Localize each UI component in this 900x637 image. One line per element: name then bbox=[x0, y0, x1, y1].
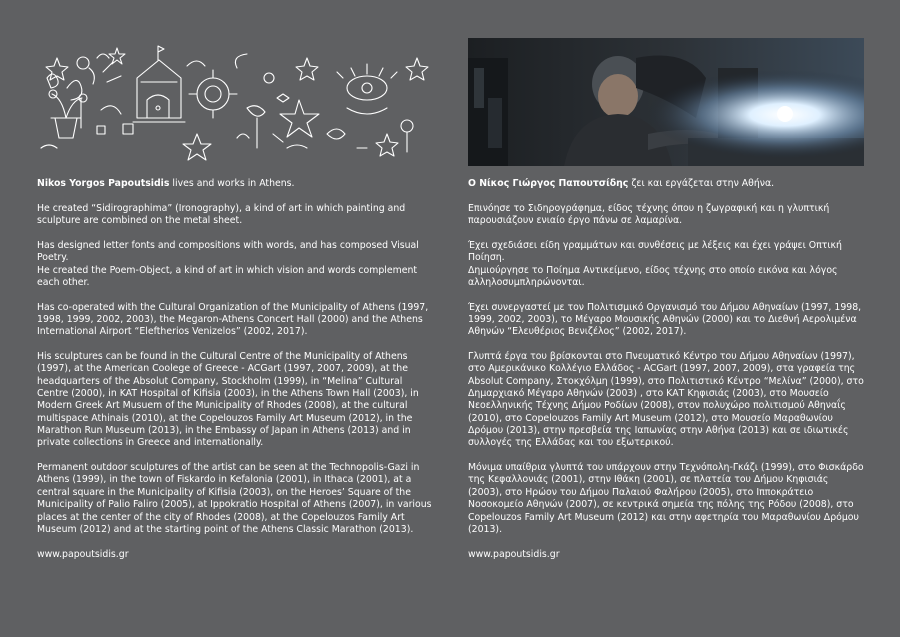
visual-poetry-paragraph-greek: Έχει σχεδιάσει είδη γραμμάτων και συνθέσεις με λέξεις και έχει γράψει Οπτική Ποίηση. bbox=[468, 239, 842, 264]
sculptures-paragraph: His sculptures can be found in the Cultural Centre of the Municipality of Athens (1997), at the American Coolege of Greece - ACGart (1997, 2007, 2009), at the headquarters of the Absolut Company, Stockholm (1999), in “Melina” Cultural Centre (2000), in KAT Hospital of Kifisia (2003), in the Athens Town Hall (2003), in Modern Greek Art Musuem of the Municipality of Rhodes (2008), at the cultural multispace Athinais (2010), at the Copelouzos Family Art Museum (2012), in the Marathon Run Museum (2013), in the Embassy of Japan in Athens (2013) and in private collections in Greece and internationally. bbox=[37, 351, 419, 449]
welding-photo bbox=[468, 38, 864, 166]
website-link[interactable]: www.papoutsidis.gr bbox=[37, 548, 129, 560]
visual-poetry-paragraph: Has designed letter fonts and compositions with words, and has composed Visual Poetry. bbox=[37, 239, 419, 264]
cooperation-paragraph-greek: Έχει συνεργαστεί με τον Πολιτισμικό Οργανισμό του Δήμου Αθηναίων (1997, 1998, 1999, 2002, 2003), το Μέγαρο Μουσικής Αθηνών (2000) και το Διεθνή Αερολιμένα Αθηνών “Ελευθέριος Βενιζέλος” (2002, 2017). bbox=[468, 301, 862, 338]
english-biography bbox=[37, 178, 433, 573]
intro-text-greek: ζει και εργάζεται στην Αθήνα. bbox=[628, 178, 775, 189]
ironography-paragraph: He created “Sidirographima” (Ironography), a kind of art in which painting and sculpture are combined on the metal sheet. bbox=[37, 202, 406, 227]
website-link-greek[interactable]: www.papoutsidis.gr bbox=[468, 548, 560, 560]
ironography-paragraph-greek: Επινόησε το Σιδηρογράφημα, είδος τέχνης όπου η ζωγραφική και η γλυπτική παρουσιάζουν ενιαίο έργο πάνω σε λαμαρίνα. bbox=[468, 202, 830, 227]
greek-biography bbox=[468, 178, 864, 573]
intro-paragraph-greek bbox=[468, 178, 864, 190]
intro-paragraph bbox=[37, 178, 433, 190]
poem-object-paragraph: He created the Poem-Object, a kind of art in which vision and words complement each other. bbox=[37, 264, 418, 288]
poem-object-paragraph-greek: Δημιούργησε το Ποίημα Αντικείμενο, είδος τέχνης στο οποίο εικόνα και λόγος αλληλοσυμπληρώνονται. bbox=[468, 264, 838, 288]
outdoor-sculptures-paragraph-greek: Μόνιμα υπαίθρια γλυπτά του υπάρχουν στην Τεχνόπολη-Γκάζι (1999), στο Φισκάρδο της Κεφαλλονιάς (2001), στην Ιθάκη (2001), σε πλατεία του Δήμου Κηφισιάς (2003), στο Ηρώον του Δήμου Παλαιού Φαλήρου (2005), στο Ιπποκράτειο Νοσοκομείο Αθηνών (2007), σε κεντρικά σημεία της πόλης της Ρόδου (2008), στο Copelouzos Family Art Museum (2012) και στην αφετηρία του Μαραθωνίου Δρόμου (2013). bbox=[468, 462, 864, 535]
cooperation-paragraph: Has co-operated with the Cultural Organization of the Municipality of Athens (1997, 1998, 1999, 2002, 2003), the Megaron-Athens Concert Hall (2000) and the Athens International Airport “Eleftherios Venizelos” (2002, 2017). bbox=[37, 301, 429, 338]
intro-text: lives and works in Athens. bbox=[169, 178, 295, 189]
sculptures-paragraph-greek: Γλυπτά έργα του βρίσκονται στο Πνευματικό Κέντρο του Δήμου Αθηναίων (1997), στο Αμερικάνικο Κολλέγιο Ελλάδος - ACGart (1997, 2007, 2009), στα γραφεία της Absolut Company, Στοκχόλμη (1999), στο Πολιτιστικό Κέντρο “Μελίνα” (2000), στο Δημαρχιακό Μέγαρο Αθηνών (2003) , στο ΚΑΤ Κηφισιάς (2003), στο Μουσείο Νεοελληνικής Τέχνης Δήμου Ροδίων (2008), στον πολυχώρο πολιτισμού Αθηναΐς (2010), στο Copelouzos Family Art Museum (2012), στο Μουσείο Μαραθωνίου Δρόμου (2013), στην πρεσβεία της Ιαπωνίας στην Αθήνα (2013) και σε ιδιωτικές συλλογές της Ελλάδας και του εξωτερικού. bbox=[468, 351, 864, 449]
artist-name: Nikos Yorgos Papoutsidis bbox=[37, 178, 170, 189]
doodle-drawing bbox=[37, 38, 433, 166]
outdoor-sculptures-paragraph: Permanent outdoor sculptures of the artist can be seen at the Technopolis-Gazi in Athens (1999), in the town of Fiskardo in Kefalonia (2001), in Ithaca (2001), at a central square in the Municipality of Kifisia (2003), on the Heroes’ Square of the Municipality of Palio Faliro (2005), at Ippokratio Hospital of Athens (2007), in various places at the center of the city of Rhodes (2008), at the Copelouzos Family Art Museum (2012) and at the starting point of the Athens Classic Marathon (2013). bbox=[37, 462, 432, 535]
artist-name-greek: Ο Νίκος Γιώργος Παπουτσίδης bbox=[468, 178, 629, 189]
